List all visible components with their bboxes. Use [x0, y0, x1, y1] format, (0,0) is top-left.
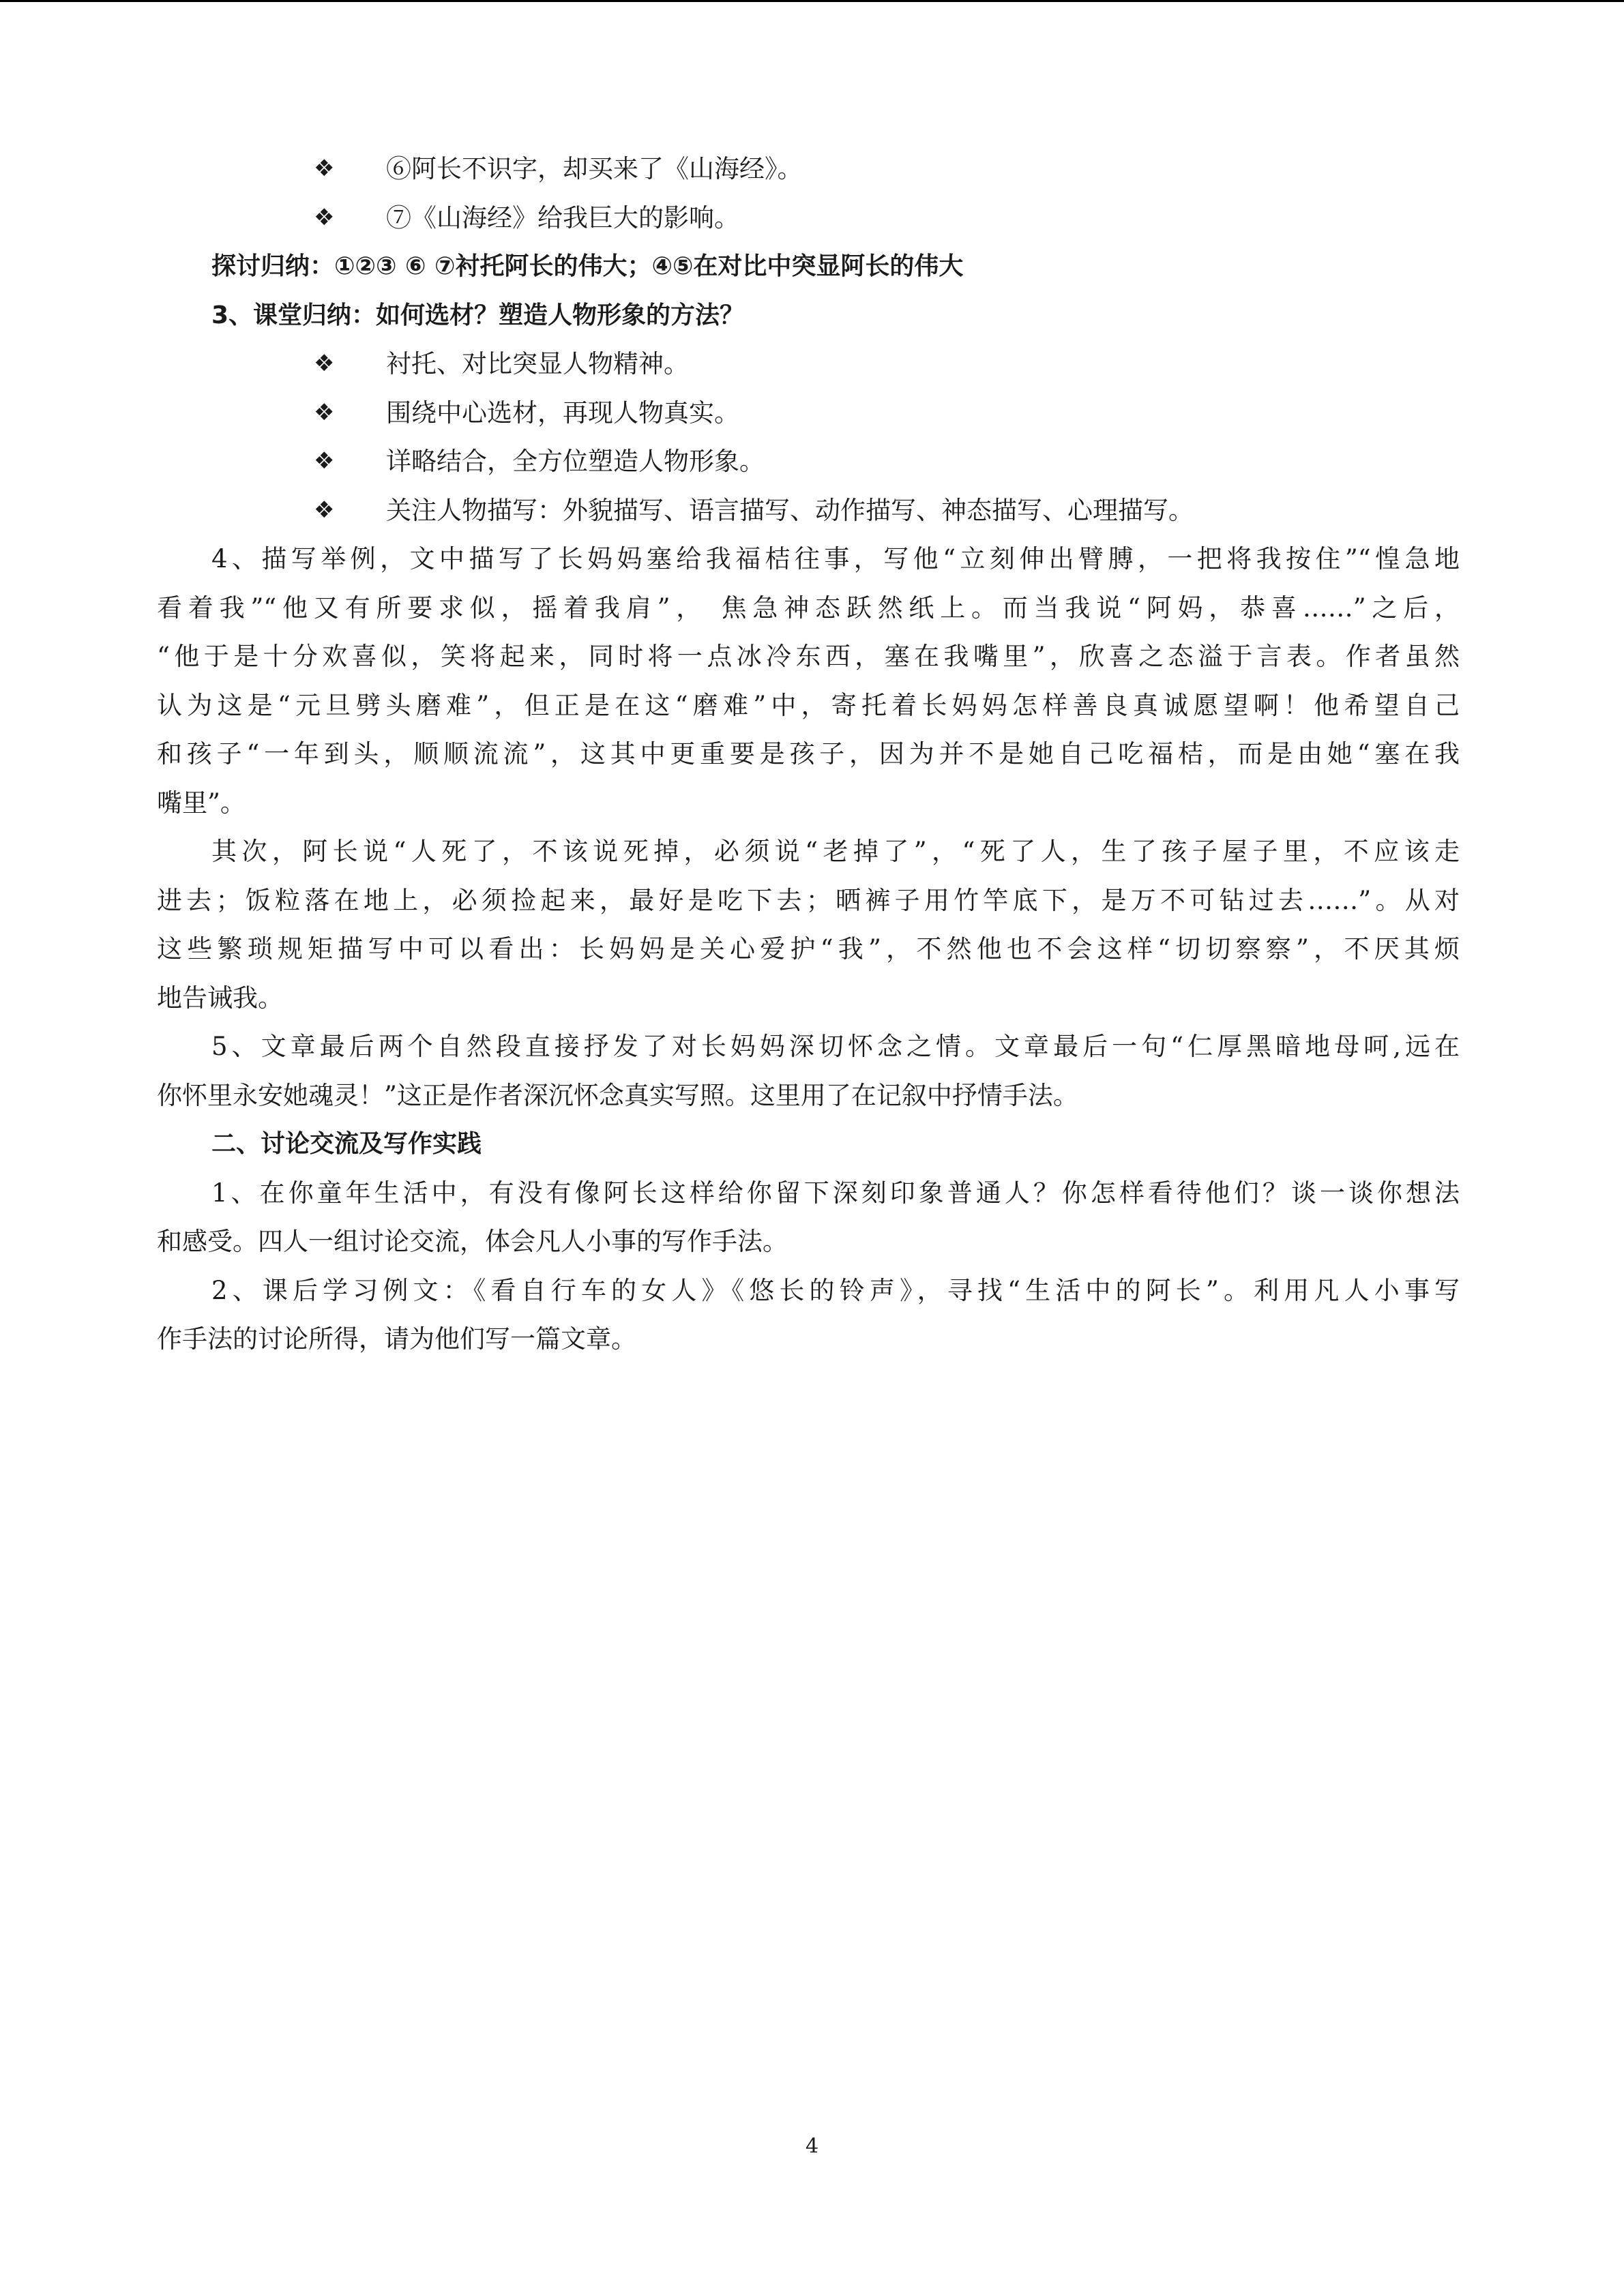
- bullet-item: [157, 486, 1460, 535]
- section-3-heading: 3、课堂归纳：如何选材？塑造人物形象的方法？: [211, 301, 745, 329]
- paragraph-line: 2、课后学习例文：《看自行车的女人》《悠长的铃声》，寻找“生活中的阿长”。利用凡人小事写: [211, 1275, 1460, 1305]
- diamond-bullet-icon: ❖: [314, 447, 335, 475]
- paragraph-5: [157, 1022, 1460, 1120]
- paragraph-line: 这些繁琐规矩描写中可以看出：长妈妈是关心爱护“我”，不然他也不会这样“切切察察”，不厌其烦: [157, 934, 1460, 964]
- bullet-item: [157, 340, 1460, 389]
- paragraph-line: 1、在你童年生活中，有没有像阿长这样给你留下深刻印象普通人？你怎样看待他们？谈一谈你想法: [211, 1178, 1460, 1208]
- diamond-bullet-icon: ❖: [314, 203, 335, 231]
- paragraph-4: [157, 535, 1460, 827]
- bullet-text: 衬托、对比突显人物精神。: [386, 349, 689, 378]
- discussion-item-2: [157, 1266, 1460, 1364]
- bullet-item: [157, 145, 1460, 194]
- diamond-bullet-icon: ❖: [314, 496, 335, 524]
- summary-heading: 探讨归纳：①②③ ⑥ ⑦衬托阿长的伟大；④⑤在对比中突显阿长的伟大: [211, 252, 964, 280]
- bullet-text: 围绕中心选材，再现人物真实。: [386, 398, 739, 428]
- paragraph-line: 和孩子“一年到头，顺顺流流”，这其中更重要是孩子，因为并不是她自己吃福桔，而是由她“塞在我: [157, 739, 1460, 769]
- diamond-bullet-icon: ❖: [314, 398, 335, 426]
- paragraph-line: 你怀里永安她魂灵！”这正是作者深沉怀念真实写照。这里用了在记叙中抒情手法。: [157, 1080, 1078, 1110]
- paragraph-line: 和感受。四人一组讨论交流，体会凡人小事的写作手法。: [157, 1227, 788, 1256]
- bullet-item: [157, 194, 1460, 243]
- discussion-item-1: [157, 1169, 1460, 1266]
- bullet-text: ⑦《山海经》给我巨大的影响。: [386, 203, 739, 233]
- paragraph-line: 其次，阿长说“人死了，不该说死掉，必须说“老掉了”，“死了人，生了孩子屋子里，不应该走: [211, 837, 1460, 866]
- paragraph-line: 进去；饭粒落在地上，必须捡起来，最好是吃下去；晒裤子用竹竿底下，是万不可钻过去……”。从对: [157, 885, 1460, 915]
- section-2-heading: 二、讨论交流及写作实践: [211, 1130, 482, 1158]
- bullet-item: [157, 389, 1460, 438]
- page-number: 4: [805, 2134, 819, 2158]
- paragraph-line: 看着我”“他又有所要求似，摇着我肩”， 焦急神态跃然纸上。而当我说“阿妈，恭喜……”之后，: [157, 593, 1460, 623]
- paragraph-line: 作手法的讨论所得，请为他们写一篇文章。: [157, 1324, 636, 1354]
- document-body: [157, 145, 1460, 1364]
- paragraph-line: 嘴里”。: [157, 788, 246, 818]
- paragraph-line: 4、描写举例，文中描写了长妈妈塞给我福桔往事，写他“立刻伸出臂膊，一把将我按住”“惶急地: [211, 544, 1460, 573]
- paragraph-line: 地告诫我。: [157, 983, 283, 1013]
- paragraph-line: 认为这是“元旦劈头磨难”，但正是在这“磨难”中，寄托着长妈妈怎样善良真诚愿望啊！他希望自己: [157, 690, 1460, 720]
- bullet-text: 详略结合，全方位塑造人物形象。: [386, 447, 765, 476]
- paragraph-line: “他于是十分欢喜似，笑将起来，同时将一点冰冷东西，塞在我嘴里”，欣喜之态溢于言表。作者虽然: [157, 642, 1460, 671]
- bullet-text: ⑥阿长不识字，却买来了《山海经》。: [386, 154, 803, 183]
- page-top-border: [0, 0, 1624, 2]
- paragraph-line: 5、文章最后两个自然段直接抒发了对长妈妈深切怀念之情。文章最后一句“仁厚黑暗地母呵,远在: [211, 1032, 1460, 1061]
- paragraph-next: [157, 827, 1460, 1022]
- bullet-item: [157, 437, 1460, 486]
- bullet-text: 关注人物描写：外貌描写、语言描写、动作描写、神态描写、心理描写。: [386, 495, 1194, 525]
- diamond-bullet-icon: ❖: [314, 350, 335, 377]
- diamond-bullet-icon: ❖: [314, 155, 335, 182]
